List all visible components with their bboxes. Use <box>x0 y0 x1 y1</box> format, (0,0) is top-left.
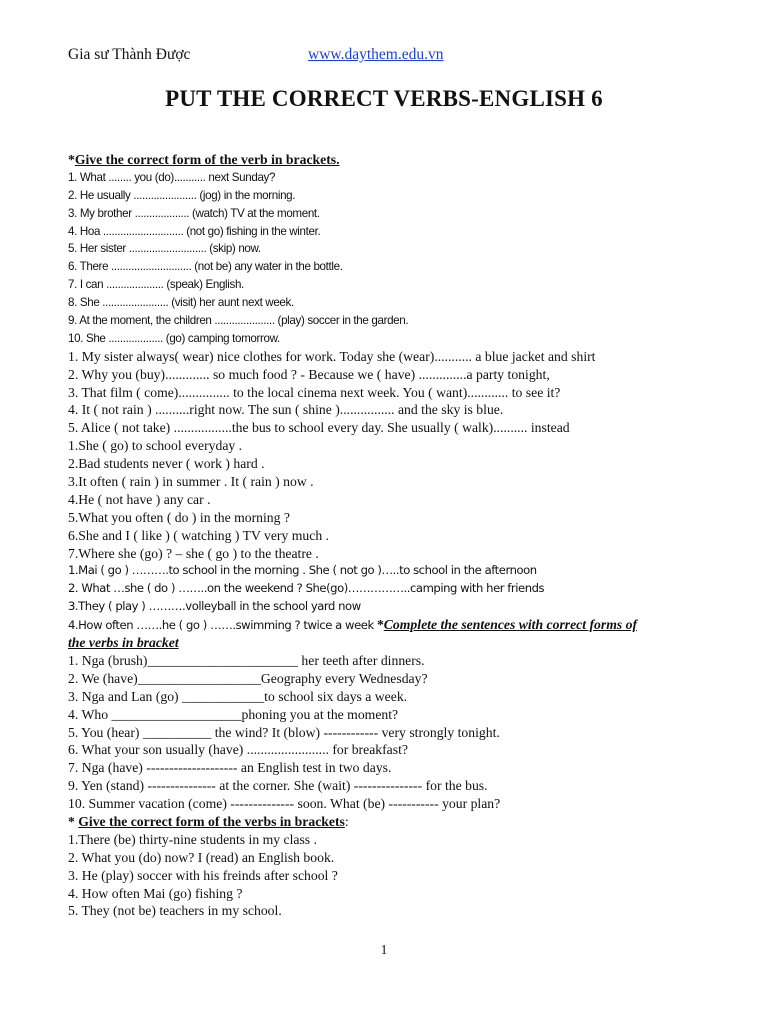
exercise-item: 2. What …she ( do ) ……..on the weekend ? She(go)……………..camping with her friends <box>68 581 545 596</box>
exercise-item: 6. There ............................ (not be) any water in the bottle. <box>68 260 343 274</box>
exercise-item: 3.They ( play ) ……….volleyball in the school yard now <box>68 599 361 614</box>
exercise-item: 2. Why you (buy)............. so much food ? - Because we ( have) ..............a party tonight, <box>68 366 550 382</box>
exercise-item: 4.He ( not have ) any car . <box>68 491 211 507</box>
exercise-item: 4. How often Mai (go) fishing ? <box>68 885 243 901</box>
exercise-item: 1. My sister always( wear) nice clothes for work. Today she (wear)........... a blue jacket and shirt <box>68 348 596 364</box>
exercise-item: 1. Nga (brush)______________________ her teeth after dinners. <box>68 652 425 668</box>
exercise-item: 5. They (not be) teachers in my school. <box>68 903 282 919</box>
section-1-heading: *Give the correct form of the verb in brackets. <box>68 152 340 167</box>
section-5-heading-prefix: * <box>376 617 384 633</box>
exercise-item-with-heading <box>68 616 728 634</box>
website-link[interactable]: www.daythem.edu.vn <box>308 46 444 63</box>
section-5-heading: Complete the sentences with correct forms of <box>383 617 637 633</box>
exercise-item: 1.She ( go) to school everyday . <box>68 438 243 454</box>
document-title: PUT THE CORRECT VERBS-ENGLISH 6 <box>165 86 603 111</box>
exercise-item: 5.What you often ( do ) in the morning ? <box>68 509 290 525</box>
section-4-list <box>68 562 728 651</box>
exercise-item: 2. We (have)__________________Geography every Wednesday? <box>68 670 428 686</box>
exercise-item: 1. What ........ you (do)........... next Sunday? <box>68 170 276 184</box>
exercise-item: 3. Nga and Lan (go) ____________to school six days a week. <box>68 688 408 704</box>
exercise-item: 5. You (hear) __________ the wind? It (blow) ------------ very strongly tonight. <box>68 724 500 740</box>
exercise-item: 4. Who ___________________phoning you at the moment? <box>68 706 399 722</box>
exercise-item: 5. Her sister ........................... (skip) now. <box>68 242 261 256</box>
exercise-item: 9. Yen (stand) --------------- at the corner. She (wait) --------------- for the bus. <box>68 778 488 794</box>
exercise-item: 3.It often ( rain ) in summer . It ( rain ) now . <box>68 474 314 490</box>
exercise-item: 2.Bad students never ( work ) hard . <box>68 456 265 472</box>
exercise-item: 5. Alice ( not take) .................the bus to school every day. She usually ( walk).......... instead <box>68 420 570 436</box>
exercise-item: 3. He (play) soccer with his freinds after school ? <box>68 867 338 883</box>
exercise-item: 7. Nga (have) -------------------- an English test in two days. <box>68 760 392 776</box>
exercise-item: 7.Where she (go) ? – she ( go ) to the theatre . <box>68 545 319 561</box>
exercise-item: 8. She ....................... (visit) her aunt next week. <box>68 296 294 310</box>
author-name: Gia sư Thành Được <box>68 46 191 63</box>
page-number: 1 <box>380 942 388 957</box>
section-3-list <box>68 437 728 562</box>
exercise-item: 10. She ................... (go) camping tomorrow. <box>68 331 280 345</box>
section-5-heading-continued: the verbs in bracket <box>68 635 179 651</box>
exercise-item: 2. He usually ...................... (jog) in the morning. <box>68 188 296 202</box>
exercise-item: 1.There (be) thirty-nine students in my class . <box>68 831 317 847</box>
exercise-item: 1.Mai ( go ) ……….to school in the morning . She ( not go )…..to school in the afternoon <box>68 563 537 578</box>
section-5-list <box>68 652 728 813</box>
exercise-item: 9. At the moment, the children ..................... (play) soccer in the garden. <box>68 314 409 328</box>
exercise-content <box>68 151 728 920</box>
section-1-list <box>68 169 728 348</box>
section-2-list <box>68 348 728 437</box>
exercise-item: 4. It ( not rain ) ..........right now. The sun ( shine )................ and the sky is blue. <box>68 402 504 418</box>
page-header <box>68 46 708 70</box>
exercise-item: 2. What you (do) now? I (read) an English book. <box>68 849 335 865</box>
exercise-item: 4. Hoa ............................ (not go) fishing in the winter. <box>68 224 321 238</box>
section-6-list <box>68 831 728 920</box>
section-6-heading: * Give the correct form of the verbs in brackets: <box>68 813 349 829</box>
exercise-item: 3. My brother ................... (watch) TV at the moment. <box>68 206 320 220</box>
exercise-item: 7. I can .................... (speak) English. <box>68 278 244 292</box>
exercise-item: 3. That film ( come)............... to the local cinema next week. You ( want)............ to see it? <box>68 384 561 400</box>
exercise-item: 6. What your son usually (have) ........................ for breakfast? <box>68 742 408 758</box>
exercise-item: 6.She and I ( like ) ( watching ) TV very much . <box>68 527 330 543</box>
exercise-item: 4.How often …….he ( go ) …….swimming ? twice a week <box>68 618 377 633</box>
exercise-item: 10. Summer vacation (come) -------------- soon. What (be) ----------- your plan? <box>68 796 501 812</box>
